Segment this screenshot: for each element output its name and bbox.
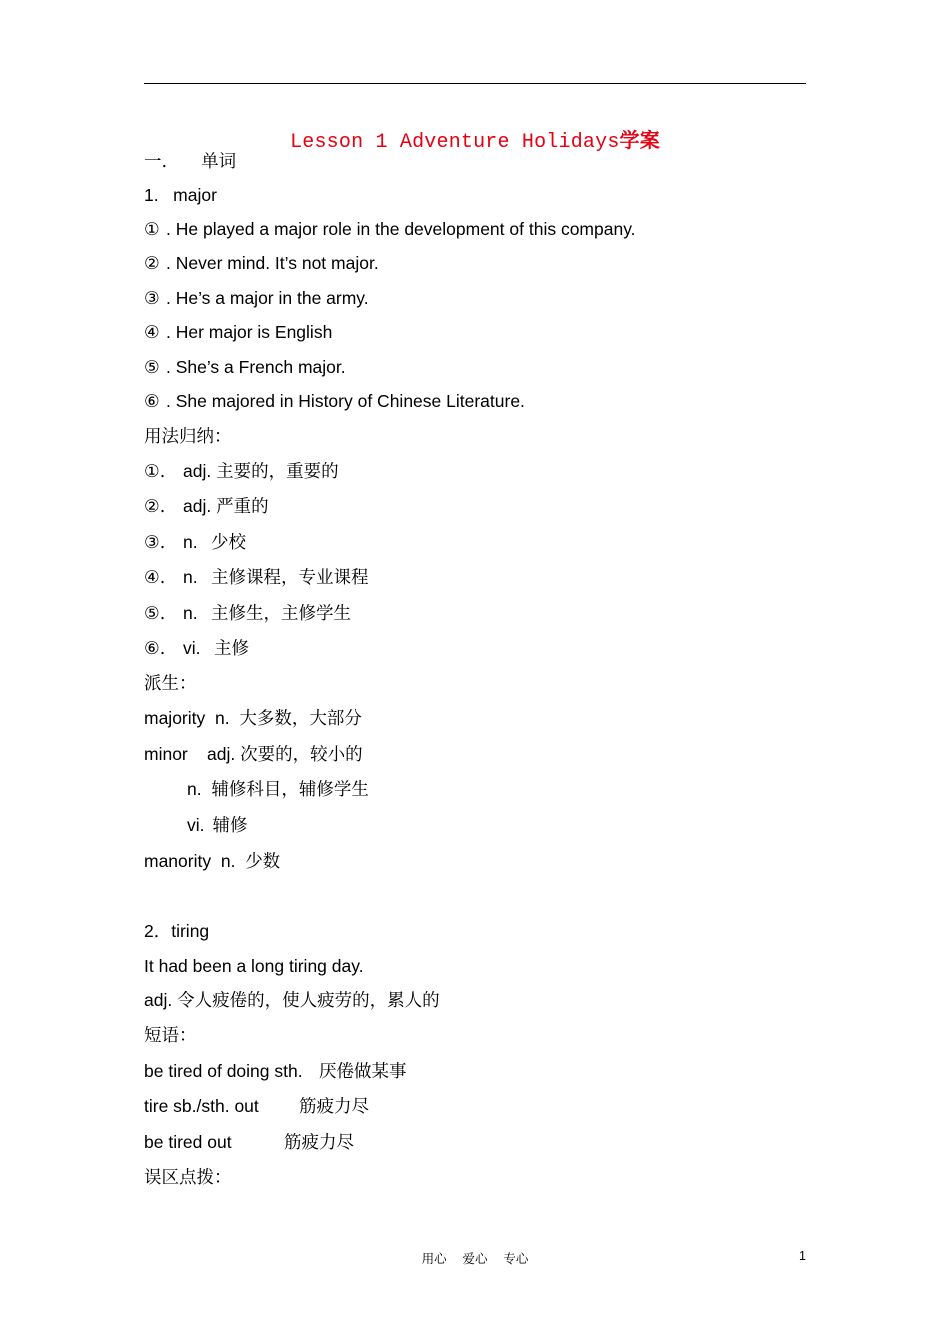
example-4: [144, 321, 332, 343]
usage-meaning: 主修生，主修学生: [211, 604, 351, 624]
usage-3: [144, 531, 246, 554]
usage-pos: adj.: [183, 461, 212, 481]
example-marker: ④: [144, 322, 160, 342]
usage-5: [144, 602, 351, 625]
example-text: . Her major is English: [166, 322, 333, 342]
derivation-pos: vi.: [187, 815, 205, 835]
example-6: [144, 390, 525, 412]
page-title: [0, 124, 950, 154]
derivation-word: manority: [144, 851, 212, 871]
example-3: [144, 287, 369, 309]
title-en: Lesson 1 Adventure Holidays: [290, 131, 620, 154]
example-1: [144, 218, 636, 240]
title-cn: 学案: [619, 128, 660, 152]
usage-marker: ④.: [144, 568, 166, 588]
usage-meaning: 主要的，重要的: [216, 462, 339, 482]
example-2: [144, 252, 379, 274]
usage-pos: vi.: [183, 638, 201, 658]
derivation-pos: n.: [215, 708, 230, 728]
example-marker: ②: [144, 253, 160, 273]
phrase-3: [144, 1131, 354, 1154]
usage-meaning: 严重的: [216, 497, 269, 517]
phrase-en: be tired out: [144, 1132, 232, 1152]
example-text: . She majored in History of Chinese Literature.: [166, 391, 525, 411]
usage-pos: n.: [183, 567, 198, 587]
section-label: 单词: [201, 152, 237, 172]
derivation-word: minor: [144, 744, 188, 764]
example-marker: ③: [144, 288, 160, 308]
derivation-meaning: 少数: [245, 852, 281, 872]
derivation-3: [187, 778, 369, 801]
derivation-2: [144, 743, 363, 766]
derivation-4: [187, 814, 248, 837]
pitfall-heading: 误区点拨：: [144, 1168, 232, 1188]
usage-meaning: 主修课程，专业课程: [211, 568, 369, 588]
phrases-heading: 短语：: [144, 1026, 197, 1046]
derivation-1: [144, 707, 362, 730]
derivation-pos: n.: [220, 851, 236, 871]
word2-definition: [144, 989, 440, 1012]
page-number: 1: [799, 1249, 806, 1263]
example-marker: ⑥: [144, 391, 160, 411]
usage-meaning: 主修: [214, 639, 249, 659]
phrase-en: tire sb./sth. out: [144, 1096, 259, 1116]
example-marker: ①: [144, 219, 160, 239]
definition-pos: adj.: [144, 990, 173, 1010]
phrase-cn: 筋疲力尽: [284, 1133, 354, 1153]
example-5: [144, 356, 346, 378]
usage-marker: ②.: [144, 497, 166, 517]
derivation-meaning: 大多数，大部分: [239, 709, 362, 729]
example-text: . She’s a French major.: [166, 357, 346, 377]
example-text: . He played a major role in the development of this company.: [166, 219, 636, 239]
example-marker: ⑤: [144, 357, 160, 377]
footer-motto: 用心 爱心 专心: [421, 1251, 529, 1266]
example-text: . Never mind. It’s not major.: [166, 253, 379, 273]
phrase-2: [144, 1095, 369, 1118]
derivation-meaning: 辅修: [212, 816, 248, 836]
word1-heading: 1. major: [144, 185, 217, 205]
usage-2: [144, 495, 269, 518]
derivation-heading: 派生：: [144, 674, 197, 694]
phrase-en: be tired of doing sth.: [144, 1061, 303, 1081]
derivation-meaning: 辅修科目，辅修学生: [211, 780, 369, 800]
usage-1: [144, 460, 339, 483]
usage-pos: n.: [183, 532, 198, 552]
derivation-word: majority: [144, 708, 206, 728]
header-rule: [144, 83, 806, 84]
section-number: 一.: [144, 152, 168, 172]
usage-marker: ⑤.: [144, 604, 166, 624]
usage-pos: n.: [183, 603, 198, 623]
phrase-cn: 厌倦做某事: [319, 1062, 407, 1082]
derivation-meaning: 次要的，较小的: [240, 745, 363, 765]
section-heading: [144, 151, 236, 173]
derivation-pos: adj.: [207, 744, 236, 764]
usage-marker: ③.: [144, 533, 166, 553]
usage-meaning: 少校: [211, 533, 246, 553]
example-text: . He’s a major in the army.: [166, 288, 369, 308]
usage-marker: ⑥.: [144, 639, 166, 659]
definition-meaning: 令人疲倦的，使人疲劳的，累人的: [177, 991, 440, 1011]
usage-6: [144, 637, 249, 660]
usage-pos: adj.: [183, 496, 212, 516]
phrase-1: [144, 1060, 407, 1083]
word2-heading: 2．tiring: [144, 921, 210, 941]
usage-marker: ①.: [144, 462, 166, 482]
derivation-pos: n.: [187, 779, 202, 799]
usage-4: [144, 566, 369, 589]
phrase-cn: 筋疲力尽: [299, 1097, 369, 1117]
usage-heading: 用法归纳：: [144, 427, 232, 447]
derivation-5: [144, 850, 280, 873]
word2-example: It had been a long tiring day.: [144, 956, 364, 976]
